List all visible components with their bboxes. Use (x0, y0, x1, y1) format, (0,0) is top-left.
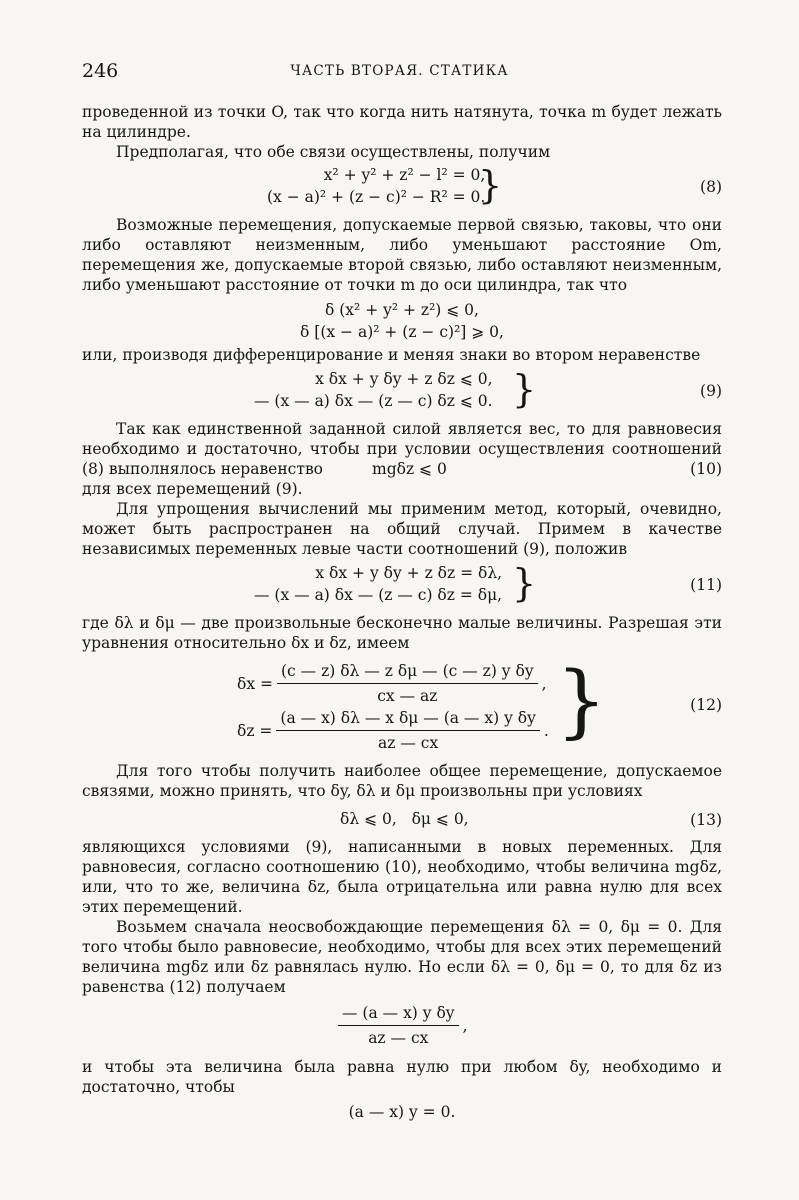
equation-number: (10) (690, 460, 722, 478)
fraction (338, 1003, 459, 1048)
denominator: az — cx (368, 1029, 429, 1047)
paragraph: где δλ и δμ — две произвольные бесконечно малые величины. Разрешая эти уравнения относительно δx и δz, имеем (82, 614, 722, 652)
equation-line: δ [(x − a)² + (z − c)²] ⩾ 0, (300, 323, 504, 341)
brace: } (478, 163, 503, 208)
paragraph: или, производя дифференцирование и меняя знаки во втором неравенстве (82, 346, 701, 364)
equation-line: x δx + y δy + z δz = δλ, (315, 564, 503, 582)
brace: } (512, 561, 537, 606)
page-body (82, 102, 722, 1128)
punctuation: . (543, 721, 549, 740)
equation-line: x² + y² + z² − l² = 0, (323, 166, 486, 184)
equation-line (237, 661, 549, 706)
punctuation: , (462, 1016, 468, 1035)
equation-13 (82, 809, 722, 831)
numerator: (c — z) δλ — z δμ — (c — z) y δy (277, 661, 538, 684)
paragraph: Для того чтобы получить наиболее общее перемещение, допускаемое связями, можно принять, что δy, δλ и δμ произвольны при условиях (82, 762, 722, 800)
paragraph: Для упрощения вычислений мы применим метод, который, очевидно, может быть распространен на общий случай. Примем в качестве независимых переменных левые части соотношений (9), положив (82, 500, 722, 558)
equation-line: — (x — a) δx — (z — c) δz ⩽ 0. (254, 392, 493, 410)
page-header (0, 60, 799, 88)
punctuation: , (541, 674, 547, 693)
equation-lhs: δz = (237, 721, 273, 740)
paragraph: Возможные перемещения, допускаемые первой связью, таковы, что они либо оставляют неизменным, либо уменьшают расстояние Om, перемещения же, допускаемые второй связью, либо оставляют неизменным, либо уменьшают расстояние от точки m до оси цилиндра, так что (82, 216, 722, 294)
equation-line: δ (x² + y² + z²) ⩽ 0, (325, 301, 479, 319)
equation-number: (12) (690, 696, 722, 714)
equation-line: — (x — a) δx — (z — c) δz = δμ, (254, 586, 503, 604)
paragraph: являющихся условиями (9), написанными в новых переменных. Для равновесия, согласно соотношению (10), необходимо, чтобы величина mgδz, или, что то же, величина δz, была отрицательна или равна нулю для всех этих перемещений. (82, 838, 722, 916)
equation-number: (13) (690, 811, 722, 829)
equation-number: (9) (700, 382, 722, 400)
equation-line: (a — x) y = 0. (348, 1103, 456, 1121)
paragraph: Так как единственной заданной силой является вес, то для равновесия необходимо и достаточно, чтобы при условии осуществления соотношений (8) выполнялось неравенство (82, 420, 722, 478)
numerator: (a — x) δλ — x δμ — (a — x) y δy (276, 708, 539, 731)
equation-8 (82, 164, 722, 210)
denominator: cx — az (377, 687, 438, 705)
equation-10 (82, 459, 722, 479)
fraction (277, 661, 538, 706)
inequalities (82, 299, 722, 343)
fraction-equation (82, 1003, 722, 1053)
equation-12 (82, 654, 722, 752)
equation-line: x δx + y δy + z δz ⩽ 0, (315, 370, 493, 388)
equation-number: (8) (700, 178, 722, 196)
paragraph: для всех перемещений (9). (82, 480, 303, 498)
running-title: ЧАСТЬ ВТОРАЯ. СТАТИКА (290, 63, 509, 79)
equation-line: (x − a)² + (z − c)² − R² = 0. (267, 188, 486, 206)
paragraph: Возьмем сначала неосвобождающие перемещения δλ = 0, δμ = 0. Для того чтобы было равновесие, необходимо, чтобы для всех этих перемещений величина mgδz или δz равнялась нулю. Но если δλ = 0, δμ = 0, то для δz из равенства (12) получаем (82, 918, 722, 996)
equation-line: δλ ⩽ 0, δμ ⩽ 0, (340, 810, 469, 828)
brace: } (556, 654, 607, 747)
brace: } (512, 367, 537, 412)
equation-9 (82, 368, 722, 414)
equation-line (237, 708, 549, 753)
final-equation (82, 1101, 722, 1123)
fraction (276, 708, 539, 753)
equation-lhs: δx = (237, 674, 273, 693)
page-number: 246 (82, 60, 119, 82)
equation-line: mgδz ⩽ 0 (372, 460, 447, 478)
paragraph: Предполагая, что обе связи осуществлены, получим (116, 143, 551, 161)
denominator: az — cx (378, 734, 439, 752)
paragraph: проведенной из точки O, так что когда нить натянута, точка m будет лежать на цилиндре. (82, 103, 722, 141)
equation-number: (11) (690, 576, 722, 594)
equation-11 (82, 562, 722, 608)
paragraph: и чтобы эта величина была равна нулю при любом δy, необходимо и достаточно, чтобы (82, 1058, 722, 1096)
numerator: — (a — x) y δy (338, 1003, 459, 1026)
